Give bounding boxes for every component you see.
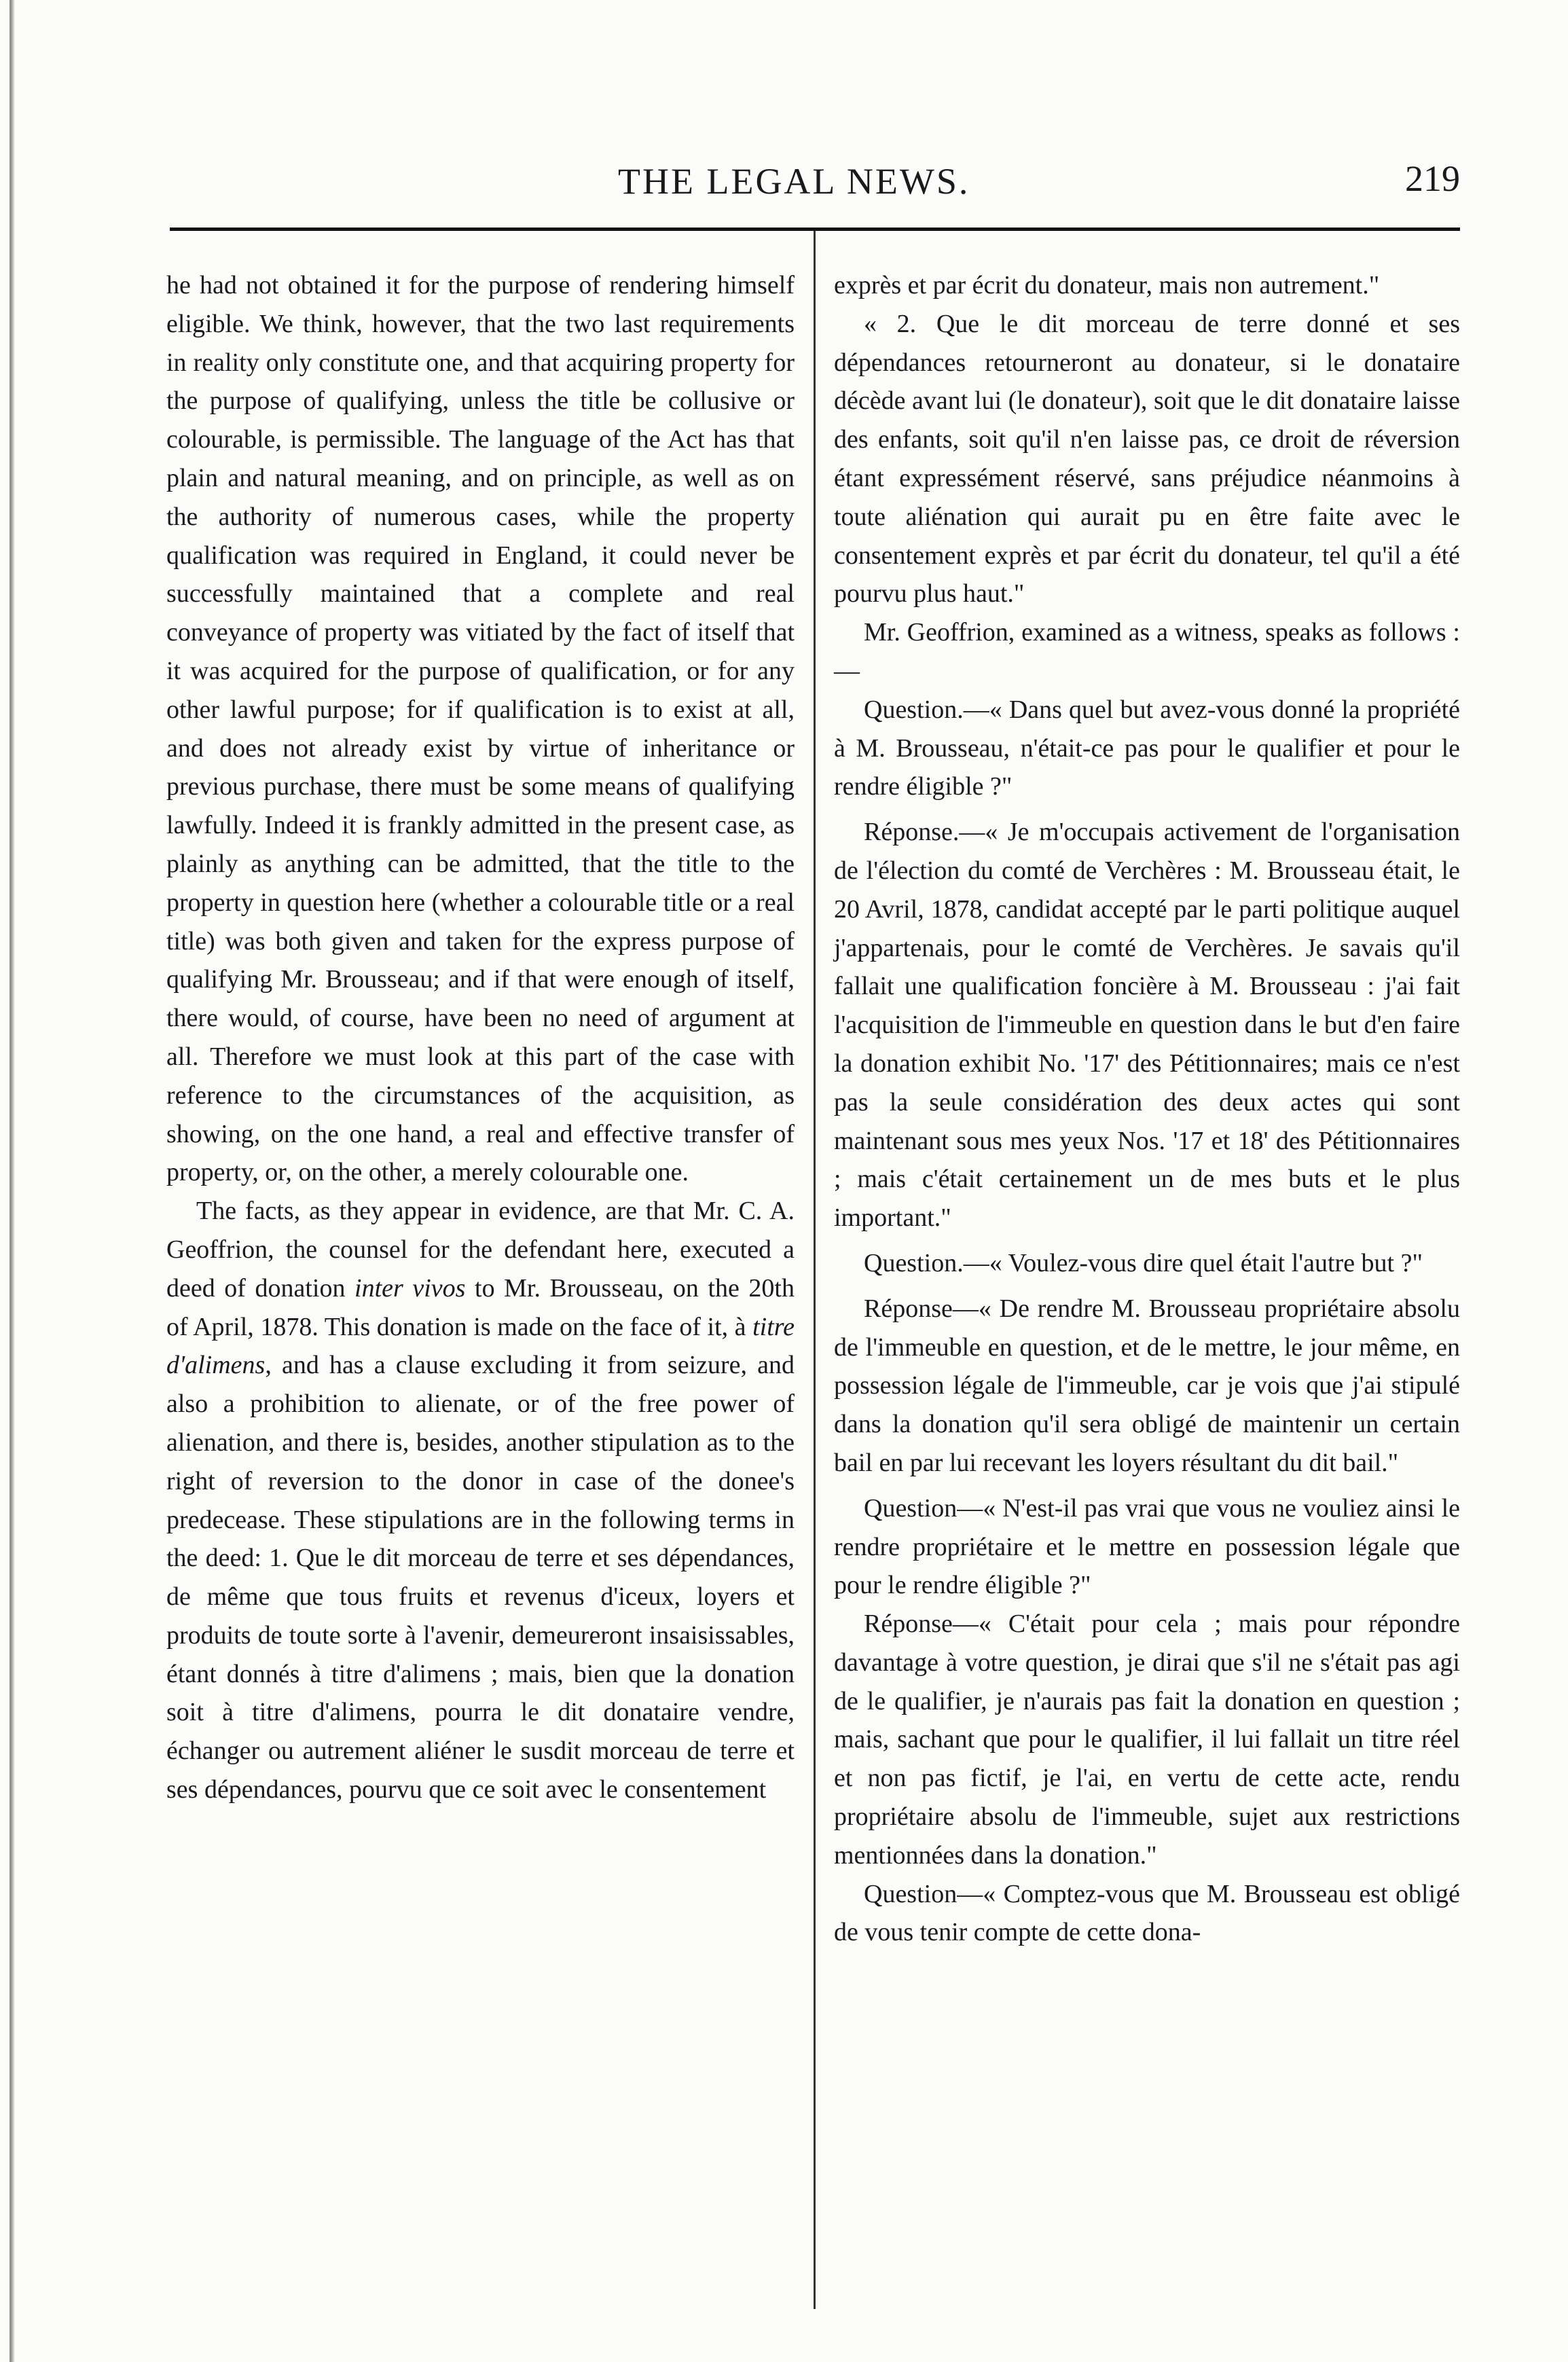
right-paragraph-3: Mr. Geoffrion, examined as a witness, speaks as follows :— bbox=[834, 618, 1460, 685]
right-paragraph-8: Question—« N'est-il pas vrai que vous ne vouliez ainsi le rendre propriétaire et le mettre en possession légale que pour le rendre éligible ?" bbox=[834, 1493, 1460, 1600]
right-paragraph-1: exprès et par écrit du donateur, mais non autrement." bbox=[834, 271, 1380, 299]
right-paragraph-4: Question.—« Dans quel but avez-vous donné la propriété à M. Brousseau, n'était-ce pas pour le qualifier et pour le rendre éligible ?" bbox=[834, 695, 1460, 801]
column-divider bbox=[814, 231, 816, 2309]
right-paragraph-9: Réponse—« C'était pour cela ; mais pour répondre davantage à votre question, je dirai que s'il ne s'était pas agi de le qualifier, je n'aurais pas fait la donation en question ; mais, sachant que pour le qualifier, il lui fallait un titre réel et non pas fictif, je l'ai, en vertu de cette acte, rendu propriétaire absolu de l'immeuble, sujet aux restrictions mentionnées dans la donation." bbox=[834, 1610, 1460, 1870]
left-paragraph-2 bbox=[166, 1192, 795, 1809]
right-paragraph-6: Question.—« Voulez-vous dire quel était l'autre but ?" bbox=[864, 1248, 1423, 1277]
page-number: 219 bbox=[1405, 158, 1460, 199]
right-column bbox=[834, 266, 1460, 1952]
right-paragraph-2: « 2. Que le dit morceau de terre donné et ses dépendances retourneront au donateur, si le donataire décède avant lui (le donateur), soit que le dit donataire laisse des enfants, soit qu'il n'en laisse pas, ce droit de réversion étant expressément réservé, sans préjudice néanmoins à toute aliénation qui aurait pu en être faite avec le consentement exprès et par écrit du donateur, tel qu'il a été pourvu plus haut." bbox=[834, 309, 1460, 608]
scan-edge-shadow bbox=[10, 0, 15, 2362]
left-paragraph-2-italic-1: inter vivos bbox=[354, 1273, 466, 1303]
left-paragraph-2-italic-2: titre d'alimens bbox=[166, 1312, 795, 1380]
left-paragraph-1: he had not obtained it for the purpose of rendering himself eligible. We think, however, that the two last requirements in reality only constitute one, and that acquiring property for the purpose of qualifying, unless the title be collusive or colourable, is permissible. The language of the Act has that plain and natural meaning, and on principle, as well as on the authority of numerous cases, while the property qualification was required in England, it could never be successfully maintained that a complete and real conveyance of property was vitiated by the fact of itself that it was acquired for the purpose of qualification, or for any other lawful purpose; for if qualification is to exist at all, and does not already exist by virtue of inheritance or previous purchase, there must be some means of qualifying lawfully. Indeed it is frankly admitted in the present case, as plainly as anything can be admitted, that the title to the property in question here (whether a colourable title or a real title) was both given and taken for the express purpose of qualifying Mr. Brousseau; and if that were enough of itself, there would, of course, have been no need of argument at all. Therefore we must look at this part of the case with reference to the circumstances of the acquisition, as showing, on the one hand, a real and effective transfer of property, or, on the other, a merely colourable one. bbox=[166, 271, 795, 1187]
left-paragraph-2-part-c: , and has a clause excluding it from seizure, and also a prohibition to alienate, or of the free power of alienation, and there is, besides, another stipulation as to the right of reversion to the donor in case of the donee's predecease. These stipulations are in the following terms in the deed: 1. Que le dit morceau de terre et ses dépendances, de même que tous fruits et revenus d'iceux, loyers et produits de toute sorte à l'avenir, demeureront insaisissables, étant donnés à titre d'alimens ; mais, bien que la donation soit à titre d'alimens, pourra le dit donataire vendre, échanger ou autrement aliéner le susdit morceau de terre et ses dépendances, pourvu que ce soit avec le consentement bbox=[166, 1351, 795, 1804]
journal-title: THE LEGAL NEWS. bbox=[618, 161, 970, 202]
running-header bbox=[170, 160, 1460, 208]
right-paragraph-10: Question—« Comptez-vous que M. Brousseau est obligé de vous tenir compte de cette dona- bbox=[834, 1879, 1460, 1947]
left-paragraph-2-part-b: to Mr. Brousseau, on the 20th of April, 1878. This donation is made on the face of it, à bbox=[166, 1273, 795, 1341]
left-paragraph-2-part-a: The facts, as they appear in evidence, are that Mr. C. A. Geoffrion, the counsel for the defendant here, executed a deed of donation bbox=[166, 1197, 795, 1303]
left-column bbox=[166, 266, 795, 1809]
right-paragraph-5: Réponse.—« Je m'occupais activement de l'organisation de l'élection du comté de Verchères : M. Brousseau était, le 20 Avril, 1878, candidat accepté par le parti politique auquel j'appartenais, pour le comté de Verchères. Je savais qu'il fallait une qualification foncière à M. Brousseau : j'ai fait l'acquisition de l'immeuble en question dans le but d'en faire la donation exhibit No. '17' des Pétitionnaires; mais ce n'est pas la seule considération des deux actes qui sont maintenant sous mes yeux Nos. '17 et 18' des Pétitionnaires ; mais c'était certainement un de mes buts et le plus important." bbox=[834, 818, 1460, 1233]
right-paragraph-7: Réponse—« De rendre M. Brousseau propriétaire absolu de l'immeuble en question, et de le mettre, le jour même, en possession légale de l'immeuble, car je vois que j'ai stipulé dans la donation qu'il sera obligé de maintenir un certain bail en par lui recevant les loyers résultant du dit bail." bbox=[834, 1294, 1460, 1477]
